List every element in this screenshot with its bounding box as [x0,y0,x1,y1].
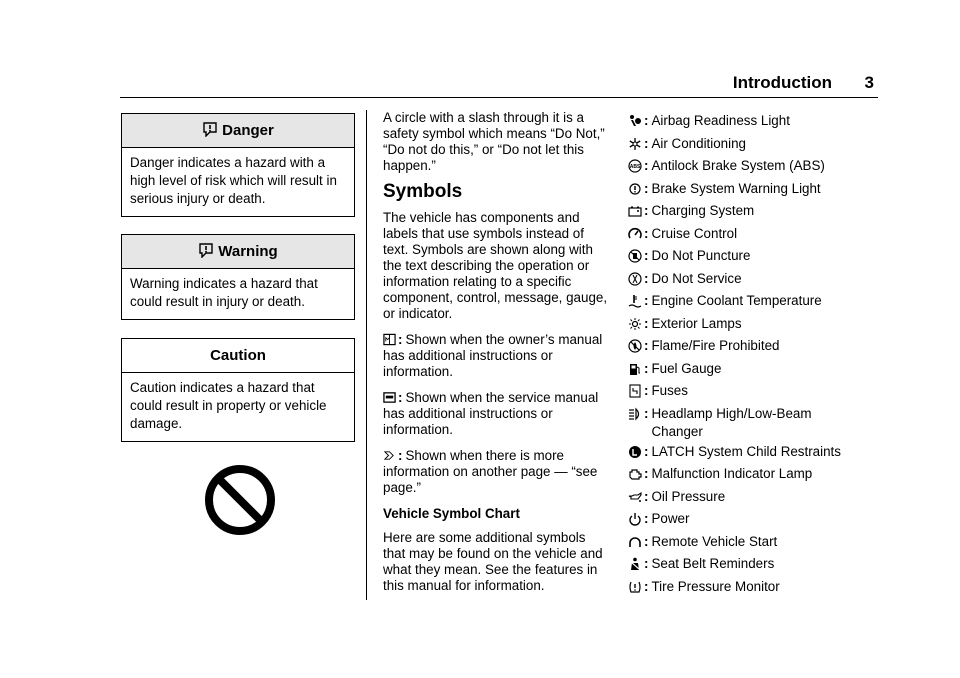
danger-title: Danger [222,122,274,139]
symbol-label: Engine Coolant Temperature [651,293,822,308]
list-item: : Power [628,510,878,533]
flame-prohibited-icon [628,339,642,353]
fuel-gauge-icon [628,362,642,376]
symbol-label: Fuses [651,383,688,398]
warning-text: Warning indicates a hazard that could result in injury or death. [130,276,318,309]
warning-bubble-icon [202,121,218,137]
warning-bubble-icon [198,242,214,258]
symbols-heading: Symbols [383,181,463,202]
caution-box [121,338,355,442]
service-manual-note: : Shown when the service manual has additional instructions or information. [383,390,599,437]
middle-column [383,110,608,604]
seat-belt-icon [628,557,642,571]
remote-start-icon [628,535,642,549]
vehicle-symbol-chart-heading: Vehicle Symbol Chart [383,506,520,521]
do-not-puncture-icon [628,249,642,263]
list-item: : Fuel Gauge [628,360,878,383]
list-item: : Engine Coolant Temperature [628,292,878,315]
do-not-symbol-icon [204,464,276,536]
list-item: : Exterior Lamps [628,315,878,338]
symbol-label: Malfunction Indicator Lamp [651,466,813,481]
symbol-label: Exterior Lamps [651,315,742,331]
symbols-description: The vehicle has components and labels that use symbols instead of text. Symbols are shown along with the text describing the operation or information relating to a specific component, control, message, gauge, or indicator. [383,210,608,321]
symbol-label: Flame/Fire Prohibited [651,338,780,353]
list-item: : Tire Pressure Monitor [628,578,878,601]
tire-pressure-icon [628,580,642,594]
symbol-label: Air Conditioning [651,135,747,151]
section-title: Introduction [732,73,832,92]
battery-icon [628,204,642,218]
owners-manual-text: Shown when the owner’s manual has additional instructions or information. [383,332,603,379]
vehicle-symbol-chart-text: Here are some additional symbols that may be found on the vehicle and what they mean. See the features in this manual for information. [383,530,603,593]
see-page-note: : Shown when there is more information on another page — “see page.” [383,448,598,495]
warning-title: Warning [218,243,278,260]
list-item: : Malfunction Indicator Lamp [628,465,878,488]
list-item: : Do Not Service [628,270,878,293]
list-item: : Brake System Warning Light [628,180,878,203]
header-rule [120,97,878,98]
air-conditioning-icon [628,137,642,151]
symbol-label: LATCH System Child Restraints [651,443,841,459]
list-item: : Oil Pressure [628,488,878,511]
caution-title: Caution [210,347,266,364]
engine-icon [628,467,642,481]
page-number: 3 [864,73,874,92]
owners-manual-icon [383,333,396,346]
service-manual-text: Shown when the service manual has additional instructions or information. [383,390,599,437]
list-item: : Charging System [628,202,878,225]
caution-box-header [122,339,354,373]
cruise-control-icon [628,227,642,241]
symbol-label: Tire Pressure Monitor [651,578,780,594]
service-manual-icon [383,391,396,404]
list-item: ABS : Antilock Brake System (ABS) [629,158,825,173]
list-item: : Headlamp High/Low-Beam Changer [628,405,878,443]
symbol-label: Remote Vehicle Start [651,533,778,549]
owners-manual-note: : Shown when the owner’s manual has additional instructions or information. [383,332,603,379]
fuses-icon [628,384,642,398]
list-item: : Air Conditioning [628,135,878,158]
list-item: : Cruise Control [628,225,878,248]
svg-text:ABS: ABS [629,164,641,170]
symbol-label: Do Not Puncture [651,248,751,263]
column-divider [366,110,367,600]
caution-text: Caution indicates a hazard that could result in property or vehicle damage. [130,380,327,431]
oil-pressure-icon [628,490,642,504]
symbol-label: Charging System [651,203,755,218]
list-item: : Flame/Fire Prohibited [628,337,878,360]
headlamp-icon [628,407,642,421]
do-not-service-icon [628,272,642,286]
symbol-label: Airbag Readiness Light [651,113,790,128]
list-item: : Airbag Readiness Light [628,112,878,135]
coolant-temperature-icon [628,294,642,308]
symbol-label: Brake System Warning Light [651,180,821,196]
symbol-label: Antilock Brake System (ABS) [651,158,825,173]
warning-box-header [122,235,354,269]
list-item: : Fuses [628,382,878,405]
warning-box [121,234,355,320]
exterior-lamps-icon [628,317,642,331]
symbol-label: Do Not Service [651,270,742,286]
symbol-label: Seat Belt Reminders [651,556,775,571]
symbol-label: Headlamp High/Low-Beam Changer [651,405,812,439]
brake-warning-icon [628,182,642,196]
do-not-symbol-description: A circle with a slash through it is a safety symbol which means “Do Not,” “Do not do this,” or “Do not let this happen.” [383,110,605,173]
see-page-text: Shown when there is more information on another page — “see page.” [383,448,598,495]
list-item: : Do Not Puncture [628,247,878,270]
symbol-label: Cruise Control [651,225,738,241]
abs-icon [628,159,642,173]
list-item: : LATCH System Child Restraints [628,443,878,466]
danger-box-header [122,114,354,148]
symbol-label: Fuel Gauge [651,360,722,376]
danger-box [121,113,355,217]
list-item: : Seat Belt Reminders [628,555,878,578]
airbag-icon [628,114,642,128]
latch-icon [628,445,642,459]
symbol-label: Oil Pressure [651,488,726,504]
symbol-label: Power [651,511,690,526]
power-icon [628,512,642,526]
list-item: : Remote Vehicle Start [628,533,878,556]
arrow-icon [383,449,396,462]
page-header [120,73,878,95]
danger-text: Danger indicates a hazard with a high level of risk which will result in serious injury or death. [130,155,337,206]
symbol-list [628,112,878,600]
